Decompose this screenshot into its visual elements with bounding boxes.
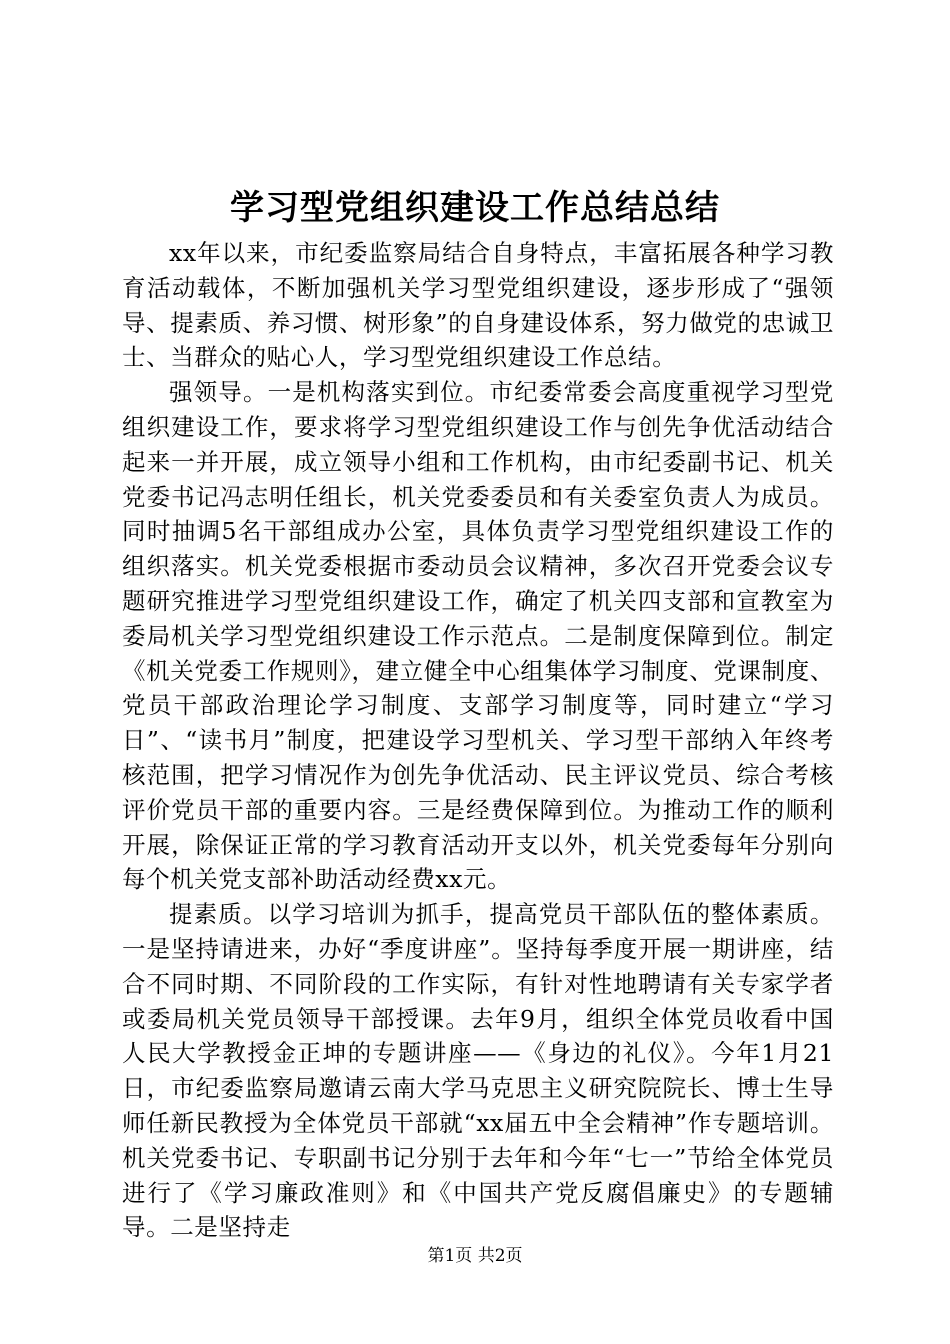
paragraph-strengthen-leadership: 强领导。一是机构落实到位。市纪委常委会高度重视学习型党组织建设工作，要求将学习型党组织建设工作与创先争优活动结合起来一并开展，成立领导小组和工作机构，由市纪委副书记、机关党委书记冯志明任组长，机关党委委员和有关委室负责人为成员。同时抽调5名干部组成办公室，具体负责学习型党组织建设工作的组织落实。机关党委根据市委动员会议精神，多次召开党委会议专题研究推进学习型党组织建设工作，确定了机关四支部和宣教室为委局机关学习型党组织建设工作示范点。二是制度保障到位。制定《机关党委工作规则》，建立健全中心组集体学习制度、党课制度、党员干部政治理论学习制度、支部学习制度等，同时建立“学习日”、“读书月”制度，把建设学习型机关、学习型干部纳入年终考核范围，把学习情况作为创先争优活动、民主评议党员、综合考核评价党员干部的重要内容。三是经费保障到位。为推动工作的顺利开展，除保证正常的学习教育活动开支以外，机关党委每年分别向每个机关党支部补助活动经费xx元。 [122, 378, 834, 894]
page-footer [0, 1244, 950, 1268]
document-title: 学习型党组织建设工作总结总结 [230, 188, 720, 228]
document-body [122, 236, 834, 1245]
paragraph-improve-quality: 提素质。以学习培训为抓手，提高党员干部队伍的整体素质。一是坚持请进来，办好“季度讲座”。坚持每季度开展一期讲座，结合不同时期、不同阶段的工作实际，有针对性地聘请有关专家学者或委局机关党员领导干部授课。去年9月，组织全体党员收看中国人民大学教授金正坤的专题讲座——《身边的礼仪》。今年1月21日，市纪委监察局邀请云南大学马克思主义研究院院长、博士生导师任新民教授为全体党员干部就“xx届五中全会精神”作专题培训。机关党委书记、专职副书记分别于去年和今年“七一”节给全体党员进行了《学习廉政准则》和《中国共产党反腐倡廉史》的专题辅导。二是坚持走 [122, 900, 834, 1242]
paragraph-intro: xx年以来，市纪委监察局结合自身特点，丰富拓展各种学习教育活动载体，不断加强机关学习型党组织建设，逐步形成了“强领导、提素质、养习惯、树形象”的自身建设体系，努力做党的忠诚卫士、当群众的贴心人，学习型党组织建设工作总结。 [122, 239, 834, 372]
page-number-label: 第1页 共2页 [427, 1246, 523, 1266]
